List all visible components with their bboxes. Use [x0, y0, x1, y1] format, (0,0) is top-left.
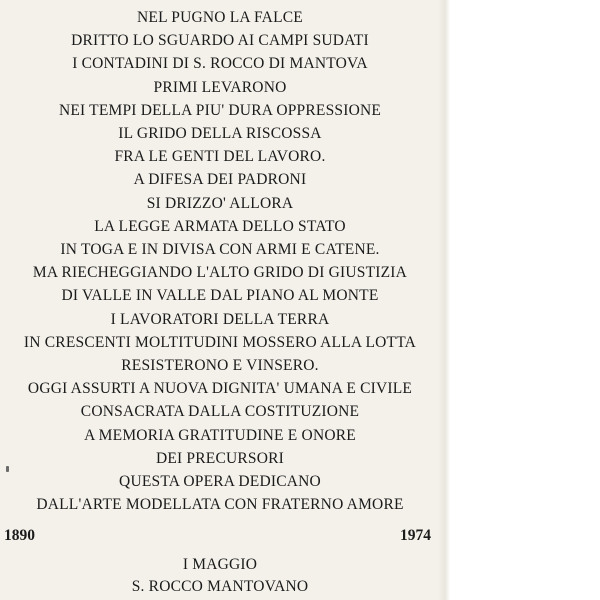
- end-year: 1974: [400, 527, 431, 544]
- inscription-line: I CONTADINI DI S. ROCCO DI MANTOVA: [72, 55, 368, 73]
- inscription-line: DI VALLE IN VALLE DAL PIANO AL MONTE: [61, 287, 379, 305]
- inscription-line: IL GRIDO DELLA RISCOSSA: [118, 125, 322, 143]
- inscription-line: SI DRIZZO' ALLORA: [146, 194, 294, 212]
- inscription-line: DEI PRECURSORI: [155, 449, 285, 467]
- inscription-line: QUESTA OPERA DEDICANO: [119, 473, 321, 491]
- inscription-line: A DIFESA DEI PADRONI: [133, 171, 307, 189]
- inscription-line: I LAVORATORI DELLA TERRA: [110, 310, 330, 328]
- inscription-line: IN CRESCENTI MOLTITUDINI MOSSERO ALLA LOTTA: [23, 333, 417, 351]
- inscription-line: DALL'ARTE MODELLATA CON FRATERNO AMORE: [36, 496, 404, 514]
- inscription-line: NEL PUGNO LA FALCE: [137, 9, 303, 26]
- inscription-line: A MEMORIA GRATITUDINE E ONORE: [84, 426, 356, 444]
- inscription-line: RESISTERONO E VINSERO.: [121, 357, 319, 375]
- footer-date: I MAGGIO: [182, 556, 258, 573]
- start-year: 1890: [4, 527, 35, 544]
- inscription-line: CONSACRATA DALLA COSTITUZIONE: [80, 403, 360, 421]
- dedication-footer: [0, 554, 440, 598]
- inscription-text: [0, 6, 440, 516]
- inscription-line: MA RIECHEGGIANDO L'ALTO GRIDO DI GIUSTIZIA: [32, 264, 408, 282]
- print-speck: [6, 466, 9, 472]
- inscription-line: DRITTO LO SGUARDO AI CAMPI SUDATI: [71, 32, 369, 50]
- inscription-line: FRA LE GENTI DEL LAVORO.: [114, 148, 326, 166]
- blank-margin: [452, 0, 600, 600]
- inscription-line: PRIMI LEVARONO: [153, 78, 287, 96]
- inscription-line: IN TOGA E IN DIVISA CON ARMI E CATENE.: [60, 241, 380, 259]
- inscription-line: LA LEGGE ARMATA DELLO STATO: [94, 217, 346, 235]
- inscription-line: OGGI ASSURTI A NUOVA DIGNITA' UMANA E CIVILE: [27, 380, 413, 398]
- footer-place: S. ROCCO MANTOVANO: [131, 578, 309, 595]
- inscription-line: NEI TEMPI DELLA PIU' DURA OPPRESSIONE: [58, 101, 382, 119]
